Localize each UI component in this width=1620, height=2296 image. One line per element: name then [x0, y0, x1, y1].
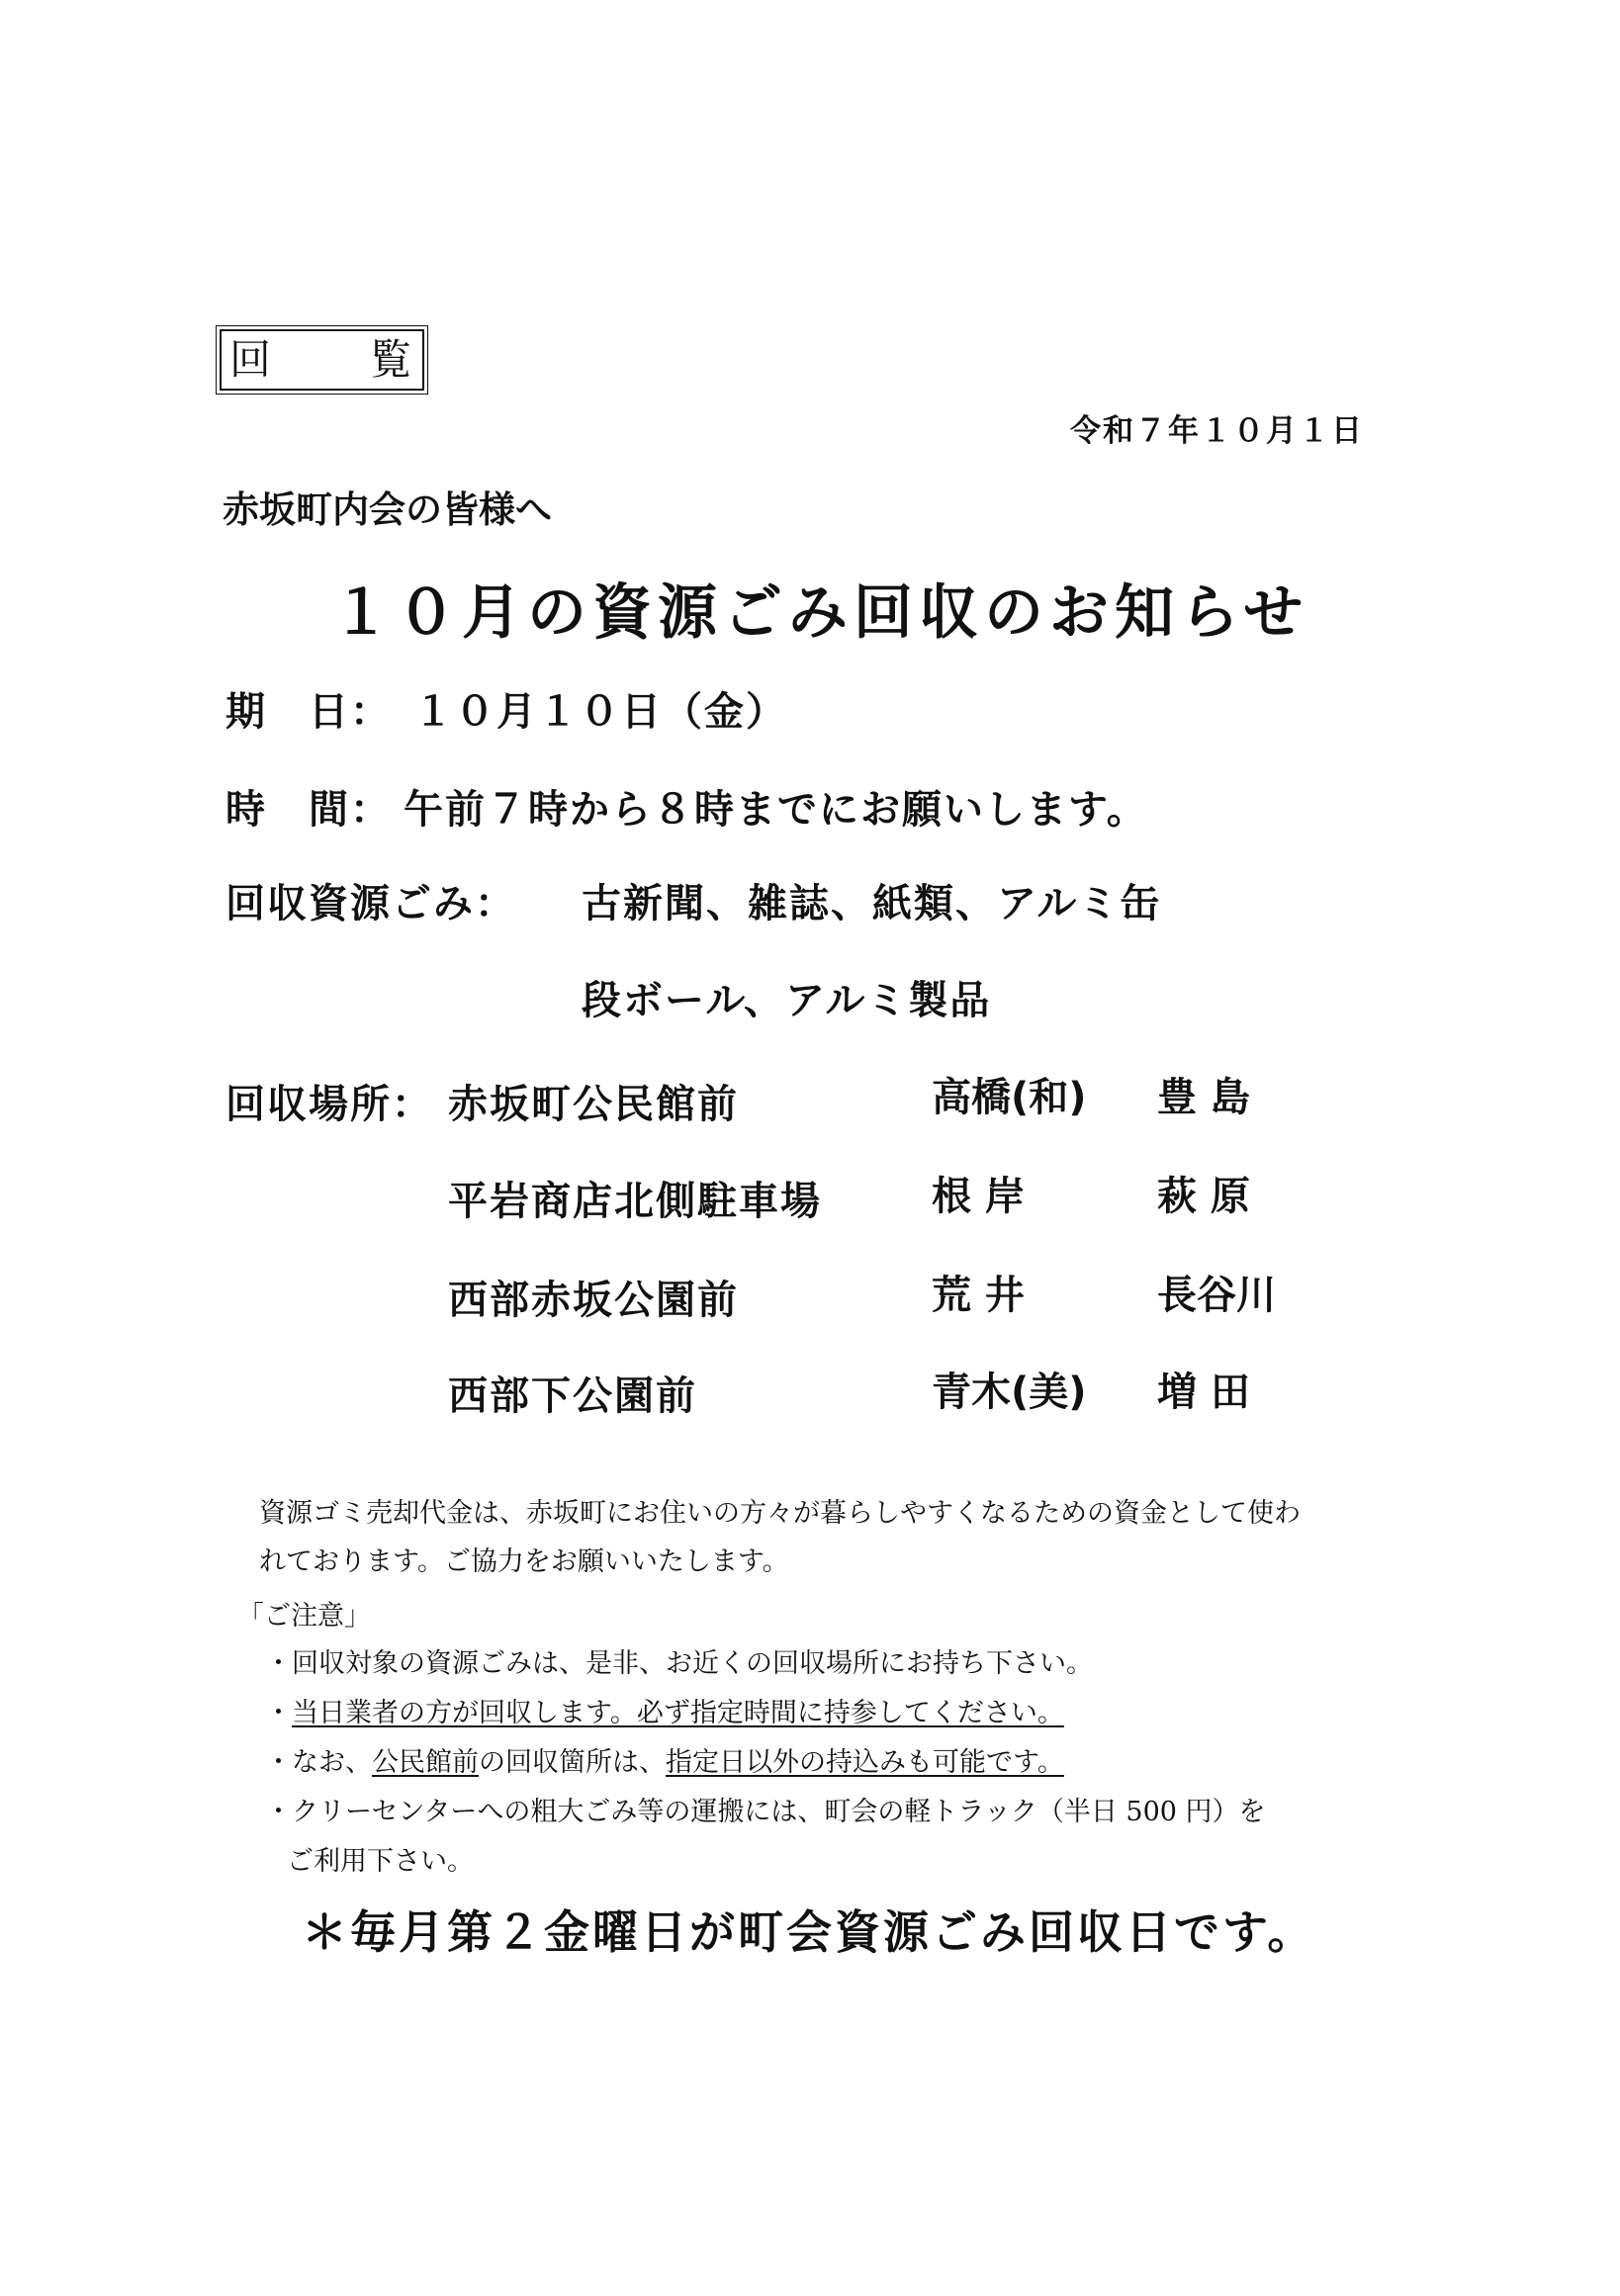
items-line-1: 古新聞、雑誌、紙類、アルミ缶 [582, 881, 1162, 927]
bullet-3-part-b: 公民館前 [372, 1747, 479, 1778]
location-name: 赤坂町公民館前 [448, 1082, 739, 1127]
person-2: 豊 島 [1157, 1075, 1250, 1120]
place-label: 回収場所： [225, 1082, 433, 1127]
person-1: 高橋(和) [932, 1075, 1087, 1120]
bullet-3-part-a: ・なお、 [265, 1747, 372, 1778]
location-name: 西部下公園前 [448, 1373, 697, 1419]
items-row [225, 872, 1162, 928]
caution-bullet-2 [265, 1691, 1064, 1729]
items-line-2: 段ボール、アルミ製品 [582, 978, 992, 1023]
items-label: 回収資源ごみ： [225, 881, 516, 927]
bullet-3-part-d: 指定日以外の持込みも可能です。 [666, 1747, 1064, 1778]
person-1: 青木(美) [932, 1369, 1087, 1415]
date-row [225, 680, 787, 737]
location-name: 西部赤坂公園前 [448, 1278, 739, 1323]
circular-notice-box [220, 329, 424, 391]
person-2: 長谷川 [1157, 1273, 1276, 1318]
caution-bullet-3 [265, 1740, 1064, 1779]
person-1: 根 岸 [932, 1174, 1025, 1219]
date-value: １０月１０日（金） [413, 689, 787, 735]
time-value: 午前７時から８時までにお願いします。 [404, 787, 1148, 833]
person-2: 萩 原 [1157, 1174, 1250, 1219]
caution-bullet-1: ・回収対象の資源ごみは、是非、お近くの回収場所にお持ち下さい。 [265, 1648, 1093, 1679]
location-name: 平岩商店北側駐車場 [448, 1179, 822, 1224]
page-title: １０月の資源ごみ回収のお知らせ [331, 578, 1309, 648]
person-1: 荒 井 [932, 1273, 1025, 1318]
addressee: 赤坂町内会の皆様へ [223, 488, 552, 531]
note-paragraph-line-2: れております。ご協力をお願いいたします。 [259, 1546, 789, 1577]
time-row [225, 778, 1148, 835]
footer-reminder: ＊毎月第２金曜日が町会資源ごみ回収日です。 [302, 1905, 1316, 1959]
bullet-mark: ・ [265, 1698, 292, 1728]
circular-char-2: 覧 [370, 335, 412, 384]
caution-heading: 「ご注意」 [237, 1601, 371, 1632]
time-label: 時 間： [225, 787, 392, 833]
circular-char-1: 回 [229, 335, 272, 384]
bullet-2-underlined-text: 当日業者の方が回収します。必ず指定時間に持参してください。 [292, 1698, 1064, 1728]
caution-bullet-4-line-2: ご利用下さい。 [287, 1846, 474, 1877]
caution-bullet-4-line-1: ・クリーセンターへの粗大ごみ等の運搬には、町会の軽トラック（半日 500 円）を [265, 1797, 1266, 1827]
note-paragraph-line-1: 資源ゴミ売却代金は、赤坂町にお住いの方々が暮らしやすくなるための資金として使わ [259, 1498, 1301, 1529]
bullet-3-part-c: の回収箇所は、 [479, 1747, 666, 1778]
issue-date: 令和７年１０月１日 [1070, 413, 1364, 449]
date-label: 期 日： [225, 689, 392, 735]
person-2: 増 田 [1157, 1369, 1250, 1415]
